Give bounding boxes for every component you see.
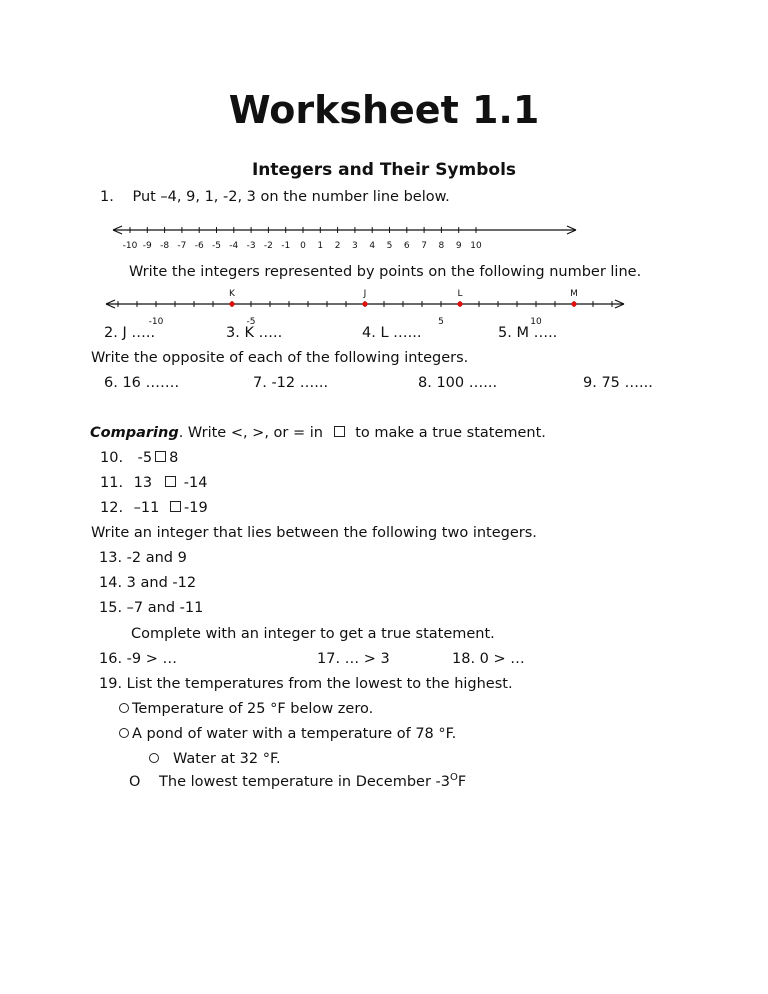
tick-label: -6: [194, 241, 204, 251]
question-13: 13. -2 and 9: [99, 550, 187, 566]
tick-label: 3: [352, 241, 358, 251]
temperature-item-2: [119, 726, 456, 742]
compare-right: 8: [169, 450, 179, 466]
circle-bullet-icon: [119, 703, 129, 713]
question-11: [100, 475, 207, 491]
tick-label: -10: [122, 241, 138, 251]
tick-label: -9: [142, 241, 152, 251]
question-8: 8. 100 …...: [418, 375, 498, 391]
question-15: 15. –7 and -11: [99, 600, 204, 616]
tick-label: 10: [470, 241, 482, 251]
tick-label: 10: [530, 317, 542, 327]
tick-label: -5: [212, 241, 221, 251]
answer-box[interactable]: [170, 501, 181, 512]
question-12: [100, 500, 208, 516]
question-18: 18. 0 > …: [452, 651, 525, 667]
compare-right: -19: [183, 500, 208, 516]
question-2: 2. J …..: [104, 325, 156, 341]
tick-label: -1: [281, 241, 291, 251]
question-text: Put –4, 9, 1, -2, 3 on the number line below.: [132, 189, 450, 205]
comparing-label: Comparing: [90, 425, 179, 441]
question-1: [100, 189, 450, 205]
temperature-item-3: [149, 751, 281, 767]
tick-label: -10: [148, 317, 164, 327]
tick-label: -4: [229, 241, 239, 251]
tick-label: -5: [246, 317, 256, 327]
page-subtitle: Integers and Their Symbols: [251, 160, 517, 180]
question-6: 6. 16 …….: [104, 375, 180, 391]
number-line-2: [100, 286, 640, 330]
point-label: M: [570, 289, 578, 299]
letter-bullet: O: [129, 774, 141, 790]
tick-label: -7: [177, 241, 187, 251]
compare-left: –11: [133, 500, 160, 516]
tick-label: -8: [160, 241, 170, 251]
circle-bullet-icon: [149, 753, 159, 763]
question-7: 7. -12 …...: [253, 375, 329, 391]
temperature-unit: F: [457, 774, 467, 790]
tick-label: 1: [317, 241, 324, 251]
comparing-text-b: to make a true statement.: [355, 425, 546, 441]
question-5: 5. M …..: [498, 325, 558, 341]
tick-label: 5: [438, 317, 444, 327]
points-instruction: Write the integers represented by points on the following number line.: [129, 264, 642, 280]
question-4: 4. L …...: [362, 325, 422, 341]
tick-label: 4: [369, 241, 376, 251]
question-10: [100, 450, 178, 466]
question-16: 16. -9 > …: [99, 651, 177, 667]
number-line-1: [110, 220, 590, 256]
tick-label: 9: [455, 241, 462, 251]
tick-label: 5: [386, 241, 393, 251]
question-9: 9. 75 …...: [583, 375, 653, 391]
question-3: 3. K …..: [226, 325, 283, 341]
point-marker: [362, 301, 367, 306]
complete-instruction: Complete with an integer to get a true statement.: [131, 626, 495, 642]
point-marker: [571, 301, 576, 306]
between-instruction: Write an integer that lies between the following two integers.: [91, 525, 537, 541]
square-box-icon: [334, 426, 345, 437]
answer-box[interactable]: [155, 451, 166, 462]
point-label: L: [457, 289, 463, 299]
temperature-item-4: [129, 774, 466, 790]
question-number: 11.: [100, 475, 124, 491]
question-number: 10.: [100, 450, 124, 466]
compare-left: -5: [137, 450, 153, 466]
compare-left: 13: [133, 475, 153, 491]
circle-bullet-icon: [119, 728, 129, 738]
comparing-text-a: . Write <, >, or = in: [178, 425, 323, 441]
page-title: Worksheet 1.1: [228, 88, 540, 132]
tick-label: 2: [334, 241, 341, 251]
question-number: 1.: [100, 189, 114, 205]
comparing-instruction: [90, 425, 546, 441]
tick-label: 0: [300, 241, 306, 251]
temperature-text: Temperature of 25 °F below zero.: [132, 701, 374, 717]
question-19: 19. List the temperatures from the lowest to the highest.: [99, 676, 513, 692]
question-17: 17. … > 3: [317, 651, 390, 667]
point-marker: [457, 301, 462, 306]
temperature-text: The lowest temperature in December -3: [159, 774, 450, 790]
temperature-text: A pond of water with a temperature of 78 °F.: [132, 726, 457, 742]
tick-label: 7: [421, 241, 427, 251]
compare-right: -14: [183, 475, 208, 491]
opposite-instruction: Write the opposite of each of the following integers.: [91, 350, 469, 366]
point-marker: [229, 301, 234, 306]
question-number: 12.: [100, 500, 124, 516]
tick-label: -2: [263, 241, 273, 251]
tick-label: -3: [246, 241, 256, 251]
answer-box[interactable]: [165, 476, 176, 487]
tick-label: 6: [403, 241, 410, 251]
point-label: J: [363, 289, 367, 299]
point-label: K: [229, 289, 235, 299]
question-14: 14. 3 and -12: [99, 575, 197, 591]
temperature-text: Water at 32 °F.: [173, 751, 281, 767]
degree-superscript: O: [449, 772, 458, 783]
temperature-item-1: [119, 701, 373, 717]
tick-label: 8: [438, 241, 445, 251]
